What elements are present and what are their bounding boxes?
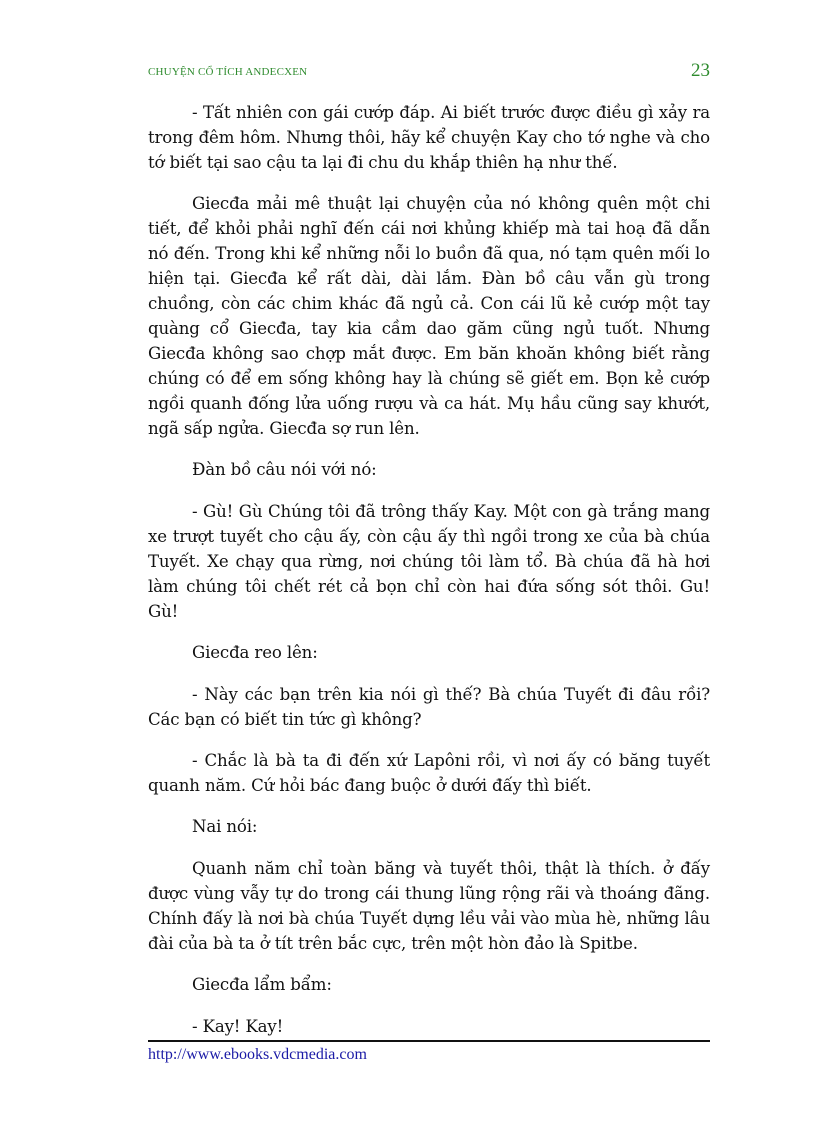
paragraph: - Chắc là bà ta đi đến xứ Lapôni rồi, vì nơi ấy có băng tuyết quanh năm. Cứ hỏi bác đang buộc ở dưới đấy thì biết. xyxy=(148,751,710,795)
paragraph: Giecđa mải mê thuật lại chuyện của nó không quên một chi tiết, để khỏi phải nghĩ đến cái nơi khủng khiếp mà tai hoạ đã dẫn nó đến. Trong khi kể những nỗi lo buồn đã qua, nó tạm quên mối lo hiện tại. Giecđa kể rất dài, dài lắm. Đàn bồ câu vẫn gù trong chuồng, còn các chim khác đã ngủ cả. Con cái lũ kẻ cướp một tay quàng cổ Giecđa, tay kia cầm dao găm cũng ngủ tuốt. Nhưng Giecđa không sao chợp mắt được. Em băn khoăn không biết rằng chúng có để em sống không hay là chúng sẽ giết em. Bọn kẻ cướp ngồi quanh đống lửa uống rượu và ca hát. Mụ hầu cũng say khướt, ngã sấp ngửa. Giecđa sợ run lên. xyxy=(148,194,710,438)
paragraph: Đàn bồ câu nói với nó: xyxy=(192,460,377,479)
paragraph: - Kay! Kay! xyxy=(192,1017,284,1036)
paragraph: Quanh năm chỉ toàn băng và tuyết thôi, thật là thích. ở đấy được vùng vẫy tự do trong cái thung lũng rộng rãi và thoáng đãng. Chính đấy là nơi bà chúa Tuyết dựng lều vải vào mùa hè, những lâu đài của bà ta ở tít trên bắc cực, trên một hòn đảo là Spitbe. xyxy=(148,859,710,953)
page-number: 23 xyxy=(691,60,710,81)
book-title: CHUYỆN CỔ TÍCH ANDECXEN xyxy=(148,66,308,78)
paragraph: - Này các bạn trên kia nói gì thế? Bà chúa Tuyết đi đâu rồi? Các bạn có biết tin tức gì không? xyxy=(148,685,710,729)
paragraph: - Gù! Gù Chúng tôi đã trông thấy Kay. Một con gà trắng mang xe trượt tuyết cho cậu ấy, còn cậu ấy thì ngồi trong xe của bà chúa Tuyết. Xe chạy qua rừng, nơi chúng tôi làm tổ. Bà chúa đã hà hơi làm chúng tôi chết rét cả bọn chỉ còn hai đứa sống sót thôi. Gu! Gù! xyxy=(148,502,710,621)
page-body xyxy=(148,100,710,1056)
paragraph: Giecđa lẩm bẩm: xyxy=(192,975,332,994)
page-header xyxy=(148,60,710,84)
paragraph: Giecđa reo lên: xyxy=(192,643,318,662)
paragraph: - Tất nhiên con gái cướp đáp. Ai biết trước được điều gì xảy ra trong đêm hôm. Nhưng thôi, hãy kể chuyện Kay cho tớ nghe và cho tớ biết tại sao cậu ta lại đi chu du khắp thiên hạ như thế. xyxy=(148,103,710,172)
footer-website-link[interactable]: http://www.ebooks.vdcmedia.com xyxy=(148,1046,367,1063)
paragraph: Nai nói: xyxy=(192,817,258,836)
footer-divider xyxy=(148,1040,710,1042)
